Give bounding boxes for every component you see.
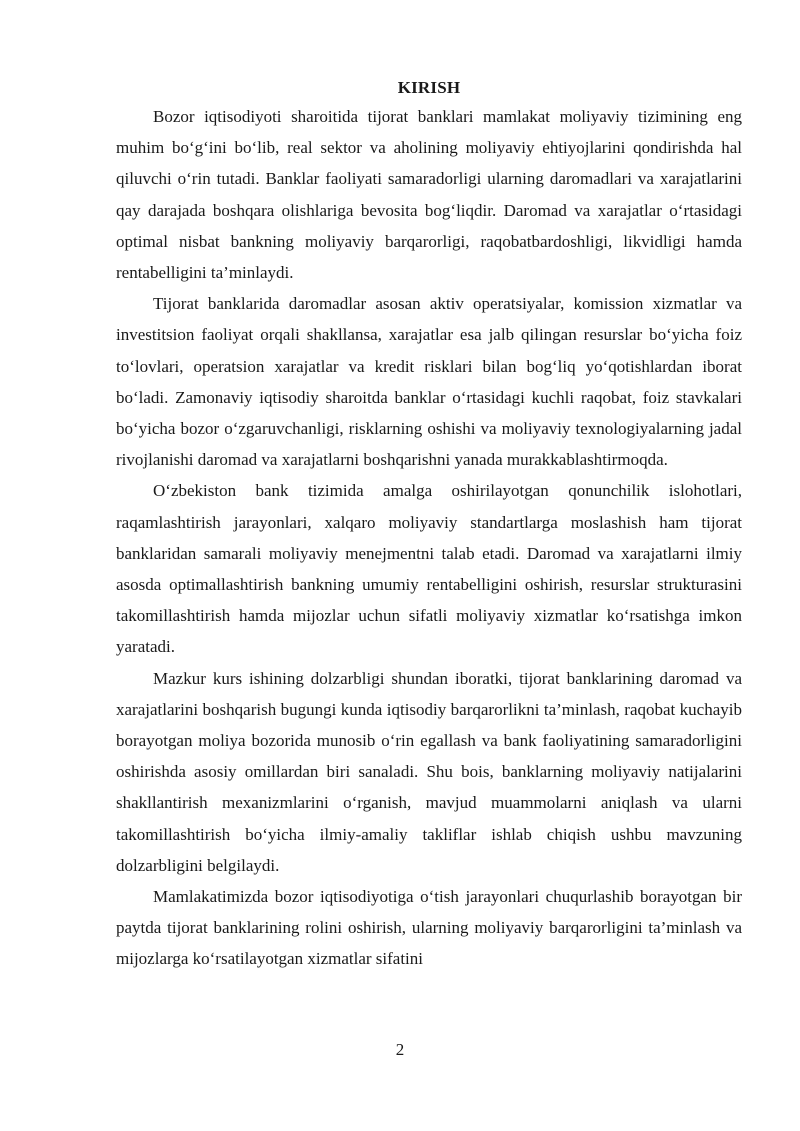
paragraph-2: Tijorat banklarida daromadlar asosan aktiv operatsiyalar, komission xizmatlar va investitsion faoliyat orqali shakllansa, xarajatlar esa jalb qilingan resurslar bo‘yicha foiz to‘lovlari, operatsion xarajatlar va kredit risklari bilan bog‘liq yo‘qotishlardan iborat bo‘ladi. Zamonaviy iqtisodiy sharoitda banklar o‘rtasidagi kuchli raqobat, foiz stavkalari bo‘yicha bozor o‘zgaruvchanligi, risklarning oshishi va moliyaviy texnologiyalarning jadal rivojlanishi daromad va xarajatlarni boshqarishni yanada murakkablashtirmoqda. [116, 294, 742, 470]
page-number: 2 [395, 1040, 405, 1059]
paragraph-5: Mamlakatimizda bozor iqtisodiyotiga o‘tish jarayonlari chuqurlashib borayotgan bir paytda tijorat banklarining rolini oshirish, ularning moliyaviy barqarorligini ta’minlash va mijozlarga ko‘rsatilayotgan xizmatlar sifatini [116, 887, 742, 969]
section-heading: KIRISH [397, 78, 461, 97]
document-page [116, 76, 742, 975]
paragraph-4: Mazkur kurs ishining dolzarbligi shundan iboratki, tijorat banklarining daromad va xarajatlarini boshqarish bugungi kunda iqtisodiy barqarorlikni ta’minlash, raqobat kuchayib borayotgan moliya bozorida munosib o‘rin egallash va bank faoliyatining samaradorligini oshirishda asosiy omillardan biri sanaladi. Shu bois, banklarning moliyaviy natijalarini shakllantirish mexanizmlarini o‘rganish, mavjud muammolarni aniqlash va ularni takomillashtirish bo‘yicha ilmiy-amaliy takliflar ishlab chiqish ushbu mavzuning dolzarbligini belgilaydi. [116, 668, 742, 875]
paragraph-1: Bozor iqtisodiyoti sharoitida tijorat banklari mamlakat moliyaviy tizimining eng muhim bo‘g‘ini bo‘lib, real sektor va aholining moliyaviy ehtiyojlarini qondirishda hal qiluvchi o‘rin tutadi. Banklar faoliyati samaradorligi ularning daromadlari va xarajatlarini qay darajada boshqara olishlariga bevosita bog‘liqdir. Daromad va xarajatlar o‘rtasidagi optimal nisbat bankning moliyaviy barqarorligi, raqobatbardoshligi, likvidligi hamda rentabelligini ta’minlaydi. [116, 107, 742, 283]
paragraph-3: O‘zbekiston bank tizimida amalga oshirilayotgan qonunchilik islohotlari, raqamlashtirish jarayonlari, xalqaro moliyaviy standartlarga moslashish ham tijorat banklaridan samarali moliyaviy menejmentni talab etadi. Daromad va xarajatlarni ilmiy asosda optimallashtirish bankning umumiy rentabelligini oshirish, resurslar strukturasini takomillashtirish hamda mijozlar uchun sifatli moliyaviy xizmatlar ko‘rsatishga imkon yaratadi. [116, 481, 742, 657]
